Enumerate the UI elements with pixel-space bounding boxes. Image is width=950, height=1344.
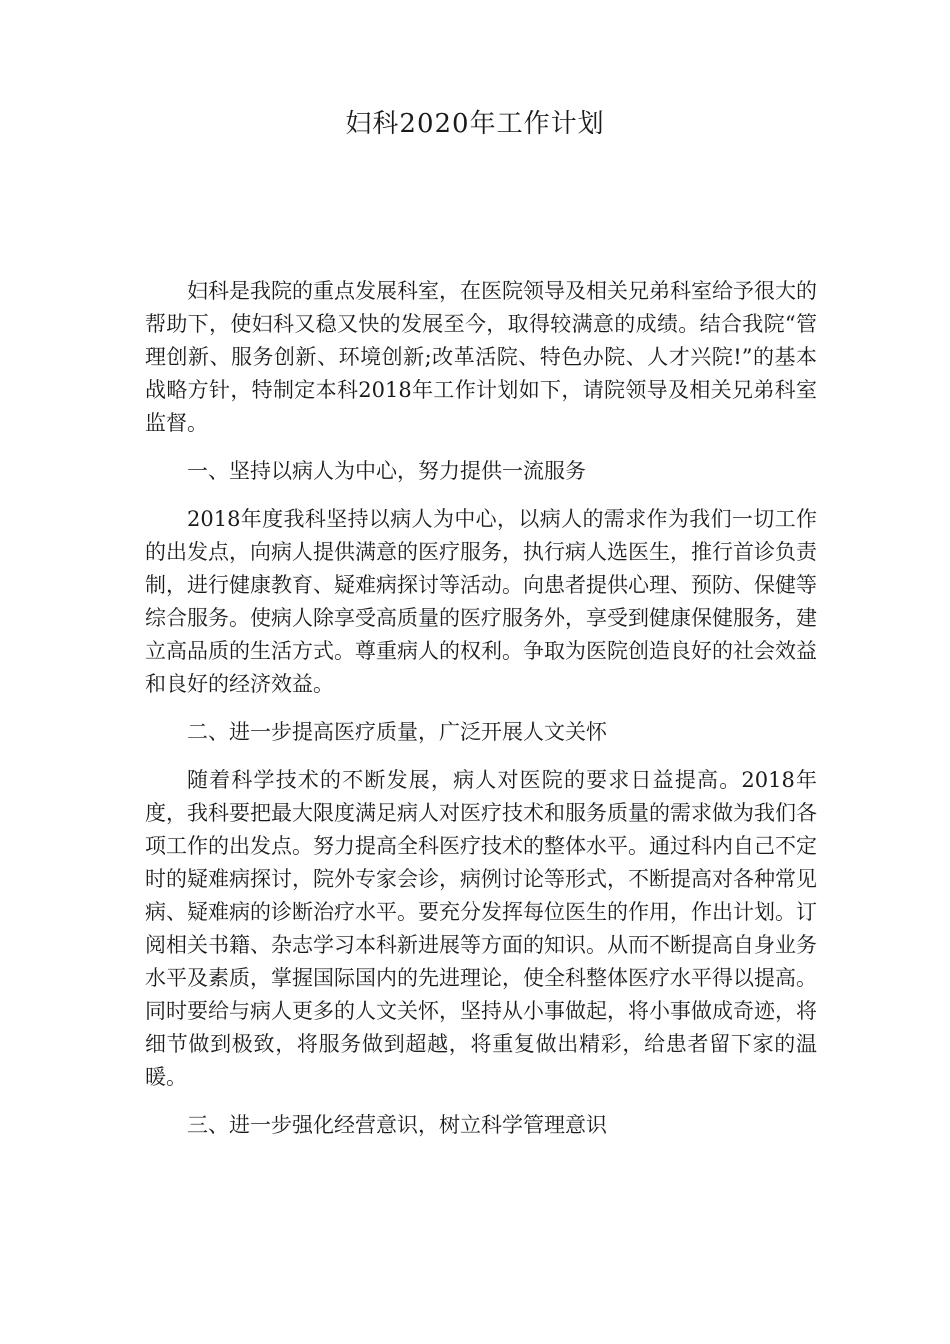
section-heading-1: 一、坚持以病人为中心，努力提供一流服务	[187, 459, 586, 483]
document-title: 妇科2020年工作计划	[345, 109, 605, 139]
section-heading-2: 二、进一步提高医疗质量，广泛开展人文关怀	[187, 720, 607, 744]
paragraph-section-1: 2018年度我科坚持以病人为中心，以病人的需求作为我们一切工作的出发点，向病人提供满意的医疗服务，执行病人选医生，推行首诊负责制，进行健康教育、疑难病探讨等活动。向患者提供心理、预防、保健等综合服务。使病人除享受高质量的医疗服务外，享受到健康保健服务，建立高品质的生活方式。尊重病人的权利。争取为医院创造良好的社会效益和良好的经济效益。	[145, 507, 817, 696]
paragraph-intro: 妇科是我院的重点发展科室，在医院领导及相关兄弟科室给予很大的帮助下，使妇科又稳又快的发展至今，取得较满意的成绩。结合我院“管理创新、服务创新、环境创新;改革活院、特色办院、人才兴院!”的基本战略方针，特制定本科2018年工作计划如下，请院领导及相关兄弟科室监督。	[145, 279, 817, 435]
document-body	[145, 275, 817, 1157]
section-heading-3: 三、进一步强化经营意识，树立科学管理意识	[187, 1113, 607, 1137]
paragraph-section-2: 随着科学技术的不断发展，病人对医院的要求日益提高。2018年度，我科要把最大限度满足病人对医疗技术和服务质量的需求做为我们各项工作的出发点。努力提高全科医疗技术的整体水平。通过科内自己不定时的疑难病探讨，院外专家会诊，病例讨论等形式，不断提高对各种常见病、疑难病的诊断治疗水平。要充分发挥每位医生的作用，作出计划。订阅相关书籍、杂志学习本科新进展等方面的知识。从而不断提高自身业务水平及素质，掌握国际国内的先进理论，使全科整体医疗水平得以提高。同时要给与病人更多的人文关怀，坚持从小事做起，将小事做成奇迹，将细节做到极致，将服务做到超越，将重复做出精彩，给患者留下家的温暖。	[145, 768, 817, 1089]
